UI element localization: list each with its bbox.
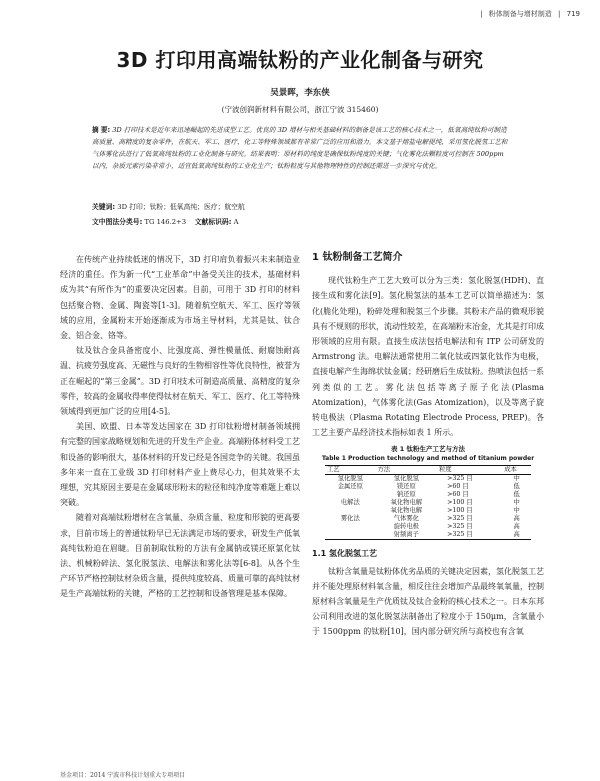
subsection-heading: 1.1 氢化脱氢工艺 — [312, 549, 377, 559]
table-caption-en: Table 1 Production technology and method of titanium powder — [321, 455, 535, 463]
doc-code-value: A — [233, 218, 239, 226]
affiliation: (宁波创润新材料有限公司，浙江宁波 315460) — [221, 105, 379, 114]
abstract-text: 3D 打印技术是近年来迅速崛起的先进成型工艺。优良的 3D 增材与相关基础材料的制备是该工艺的核心技术之一，低氧高纯钛粉可制造高质量、高精度的复杂零件，在航天、军工、医疗、化工等特殊领域都有非常广泛的应用和潜力。本文基于熔盐电解提纯，采用氢化脱氢工艺和气体雾化法进行了低氧高纯钛粉的工业化制备与研究。结果表明：原材料的纯度是确保钛粉纯度的关键；气化雾化法颗粒度可控制在 500ppm 以内，杂质元素污染非常小，适宜低氧高纯钛粉的工业化生产；钛粉粒度与其他物理特性的控制还需进一步深究与优化。 — [92, 126, 508, 170]
running-header: | 粉体制备与增材制造 | 719 — [480, 10, 580, 18]
body-paragraph: 现代钛粉生产工艺大致可以分为三类：氢化脱氢(HDH)、直接生成和雾化法[9]。氢化脱氢法的基本工艺可以简单描述为：氢化(脆化处理)，粉碎处理和脱氢三个步骤。其粉末产品的微观形貌具有不规则的形状，流动性较差，在高端粉末冶金，尤其是打印成形领域的应用有限。直接生成法包括电解法和有 ITP 公司研发的 Armstrong 法。电解法通常使用二氧化钛或四氯化钛作为电极，直接电解产生海绵状钛金属；经研磨后生成钛粉。热喷法包括一系列类似的工艺。雾化法包括等离子原子化法(Plasma Atomization)，气体雾化法(Gas Atomization)，以及等离子旋转电极法（Plasma Rotating Electrode Process, PREP)。各工艺主要产品经济技术指标如表 1 所示。 — [312, 276, 544, 438]
table-cell: 钠还原 — [396, 491, 416, 499]
classification — [92, 216, 512, 226]
table-cell: >325 目 — [447, 515, 473, 523]
table-cell: 高 — [513, 515, 520, 523]
paper-title: 3D 打印用高端钛粉的产业化制备与研究 — [116, 48, 484, 72]
table-cell: >100 目 — [447, 499, 473, 507]
table-row — [325, 531, 531, 540]
left-column — [60, 252, 300, 602]
table-cell — [325, 523, 376, 531]
table-cell: 中 — [513, 499, 520, 507]
table-cell: 低 — [513, 483, 520, 491]
table-cell: >60 目 — [447, 483, 469, 491]
clc-value: TG 146.2+3 — [144, 218, 187, 226]
page-number: 719 — [566, 10, 580, 18]
section-heading: 1 钛粉制备工艺简介 — [312, 252, 403, 263]
table-row — [325, 499, 531, 507]
keywords — [92, 201, 512, 211]
table-cell: 氧化物电解 — [390, 507, 423, 515]
table-cell: 低 — [513, 491, 520, 499]
table-cell: 中 — [513, 507, 520, 515]
table-header-cell: 方法 — [376, 466, 437, 475]
table-cell: >325 目 — [437, 531, 502, 540]
table-header-cell: 成本 — [502, 466, 531, 475]
body-paragraph: 随着对高端钛粉增材在含氧量、杂质含量、粒度和形貌的更高要求，目前市场上的普通钛粉早已无法满足市场的要求，研发生产低氧高纯钛粉迫在眉睫。目前制取钛粉的方法有金属钠或镁还原氯化钛法、机械粉碎法、氢化脱氢法、电解法和雾化法等[6-8]。从各个生产环节严格控制钛材杂质含量，提供纯度较高、质量可靠的高纯钛材是生产高端钛粉的关键，严格的工艺控制和设备管理是基本保障。 — [60, 513, 300, 599]
table-caption — [312, 445, 544, 463]
table-cell: 高 — [502, 531, 531, 540]
keywords-label: 关键词: — [92, 203, 116, 211]
body-paragraph: 钛及钛合金具备密度小、比强度高、弹性模量低、耐腐蚀耐高温、抗疲劳强度高、无磁性与良好的生物相容性等优良特性，被誉为正在崛起的“第三金属”。3D 打印技术可制造高质量、高精度的复杂零件，较高的金属收得率使得钛材在航天、军工、医疗、化工等特殊领域得到更加广泛的应用[4-5]。 — [60, 346, 300, 417]
table-cell: 镁还原 — [396, 483, 416, 491]
table-row — [325, 483, 531, 491]
table-row — [325, 523, 531, 531]
footnote: 基金项目：2014 宁波市科技计划重大专项项目 — [60, 772, 186, 779]
table-cell: >100 目 — [447, 507, 473, 515]
authors: 吴景晖，李东侠 — [270, 88, 330, 98]
table-cell: 氢化脱氢 — [393, 475, 419, 483]
keywords-text: 3D 打印；钛粉；低氧高纯；医疗；航空航 — [117, 203, 245, 211]
table-cell: 电解法 — [340, 499, 360, 507]
table-cell — [325, 531, 376, 540]
table-cell: 中 — [513, 475, 520, 483]
table-caption-cn: 表 1 钛粉生产工艺与方法 — [390, 445, 466, 454]
table-header-cell: 粒度 — [437, 466, 502, 475]
table-cell: 氢化脱氢 — [337, 475, 363, 483]
table-cell: 气体雾化 — [393, 515, 419, 523]
abstract — [92, 124, 512, 172]
production-table — [325, 465, 531, 540]
table-cell: >60 目 — [447, 491, 469, 499]
table-row — [325, 515, 531, 523]
body-paragraph: 钛粉含氧量是钛粉体优劣品质的关键决定因素，氢化脱氢工艺并不能处理原材料氧含量，相反往往会增加产品最终氧氧量，控制原材料含氧量是生产优质钛及钛合金粉的核心技术之一。日本东邦公司利用改进的氢化脱氢法制备出了粒度小于 150μm，含氧量小于 1500ppm 的钛粉[10]，国内部分研究所与高校也有含氧 — [312, 566, 544, 637]
table-header-row — [325, 466, 531, 475]
journal-section: 粉体制备与增材制造 — [488, 10, 552, 18]
table-cell: 高 — [513, 523, 520, 531]
table-cell: >325 目 — [447, 475, 473, 483]
table-cell: 雾化法 — [340, 515, 360, 523]
abstract-label: 摘 要: — [92, 126, 111, 134]
right-column — [312, 250, 544, 640]
table-cell: 金属还原 — [337, 483, 363, 491]
doc-code-label: 文献标识码: — [194, 218, 232, 226]
table-header-cell: 工艺 — [325, 466, 376, 475]
table-cell: 氧化物电解 — [390, 499, 423, 507]
table-cell: >325 目 — [447, 523, 473, 531]
clc-label: 文中图法分类号: — [92, 218, 143, 226]
table-cell: 旋转电极 — [393, 523, 419, 531]
body-paragraph: 美国、欧盟、日本等发达国家在 3D 打印钛粉增材制备领域拥有完整的国家战略规划和先进的开发生产企业。高端粉体材料受工艺和设备的影响很大，基体材料的开发已经是各国竞争的关键。我国虽多年来一直在工业级 3D 打印材料产业上费尽心力，但其效果不太理想，究其原因主要是在金属球形粉末的粒径和纯净度等难题上难以突破。 — [60, 422, 300, 508]
body-paragraph: 在传统产业持续低迷的情况下，3D 打印肩负着振兴未来制造业经济的重任。作为新一代“工业革命”中备受关注的技术，基础材料成为其“有所作为”的重要决定因素。目前，可用于 3D 打印的材料包括聚合物、金属、陶瓷等[1-3]。随着航空航天、军工、医疗等领域的应用，金属粉末开始逐渐成为市场主导材料，尤其是钛、钛合金、铝合金、铬等。 — [60, 255, 300, 341]
table-cell: 射频离子 — [376, 531, 437, 540]
